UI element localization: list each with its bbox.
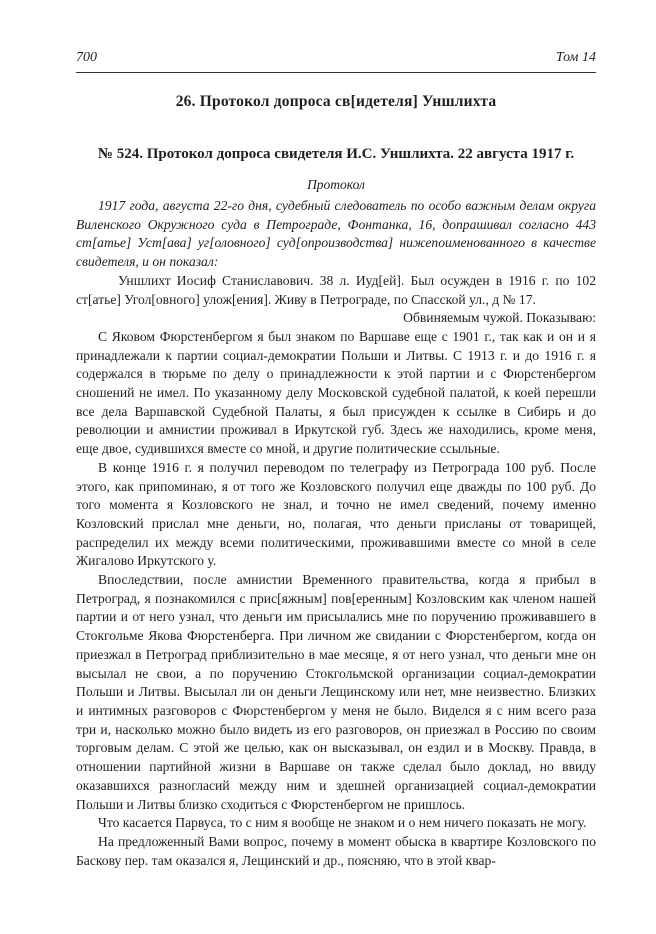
document-page: [76, 50, 596, 868]
running-header: [76, 50, 596, 70]
body-paragraph-5: На предложенный Вами вопрос, почему в момент обыска в квартире Козловского по Баскову пер. там оказался я, Лещинский и др., поясняю, что в этой квар-: [76, 833, 596, 868]
document-body: [76, 197, 596, 870]
accused-line: Обвиняемым чужой. Показываю:: [403, 310, 596, 326]
intro-paragraph: 1917 года, августа 22-го дня, судебный следователь по особо важным делам округа Виленского Окружного суда в Петрограде, Фонтанка, 16, допрашивал согласно 443 ст[атье] Уст[ава] уг[оловного] суд[опроизводства] нижепоименованного в качестве свидетеля, и он показал:: [76, 198, 596, 270]
body-paragraph-2: В конце 1916 г. я получил переводом по телеграфу из Петрограда 100 руб. После этого, как припоминаю, я от того же Козловского получил еще дважды по 100 руб. До того момента я Козловского не знал, и точно не имел сведений, почему именно Козловский прислал мне деньги, но, полагая, что деньги присланы от товарищей, распределил их между всеми политическими, проживавшими вместе со мной в селе Жигалово Иркутского у.: [76, 459, 596, 569]
section-title: 26. Протокол допроса св[идетеля] Уншлихта: [175, 93, 497, 110]
document-title: № 524. Протокол допроса свидетеля И.С. Уншлихта. 22 августа 1917 г.: [97, 146, 575, 162]
body-paragraph-1: С Яковом Фюрстенбергом я был знаком по Варшаве еще с 1901 г., так как и он и я принадлежали к партии социал-демократии Польши и Литвы. С 1913 г. и до 1916 г. я содержался в тюрьме по делу о принадлежности к этой партии и с Фюрстенбергом сношений не имел. По указанному делу Московской судебной палатой, к коей перешли все дела Варшавской Судебной Палаты, я был присужден к ссылке в Сибирь и до революции и амнистии проживал в Иркутской губ. Здесь же находились, кроме меня, еще двое, судившихся вместе со мной, и другие политические ссыльные.: [76, 328, 596, 457]
page-number: 700: [76, 50, 97, 65]
protocol-label: Протокол: [307, 177, 365, 192]
body-paragraph-3: Впоследствии, после амнистии Временного правительства, когда я прибыл в Петроград, я познакомился с прис[яжным] пов[еренным] Козловским как членом нашей партии и от него узнал, что деньги им присылались мне по поручению проживавшего в Стокгольме Якова Фюрстенберга. При личном же свидании с Фюрстенбергом, когда он приезжал в Петроград приблизительно в мае месяце, я от него узнал, что деньги мне он высылал не свои, а по поручению Стокгольмской организации социал-демократии Польши и Литвы. Высылал ли он деньги Лещинскому или нет, мне неизвестно. Близких и интимных разговоров с Фюрстенбергом у меня не было. Виделся я с ним всего раза три и, насколько можно было видеть из его разговоров, он приезжал в Россию по своим торговым делам. С этой же целью, как он высказывал, он ездил и в Москву. Правда, в отношении партийной жизни в Варшаве он также сделал было доклад, но ввиду оказавшихся разногласий между ним и здешней организацией социал-демократии Польши и Литвы близко сходиться с Фюрстенбергом не пришлось.: [76, 572, 596, 812]
body-paragraph-4: Что касается Парвуса, то с ним я вообще не знаком и о нем ничего показать не могу.: [98, 815, 587, 831]
volume-label: Том 14: [555, 50, 596, 65]
witness-paragraph: Уншлихт Иосиф Станиславович. 38 л. Иуд[ей]. Был осужден в 1916 г. по 102 ст[атье] Угол[овного] улож[ения]. Живу в Петрограде, по Спасской ул., д № 17.: [76, 272, 596, 307]
header-rule: [76, 72, 596, 73]
